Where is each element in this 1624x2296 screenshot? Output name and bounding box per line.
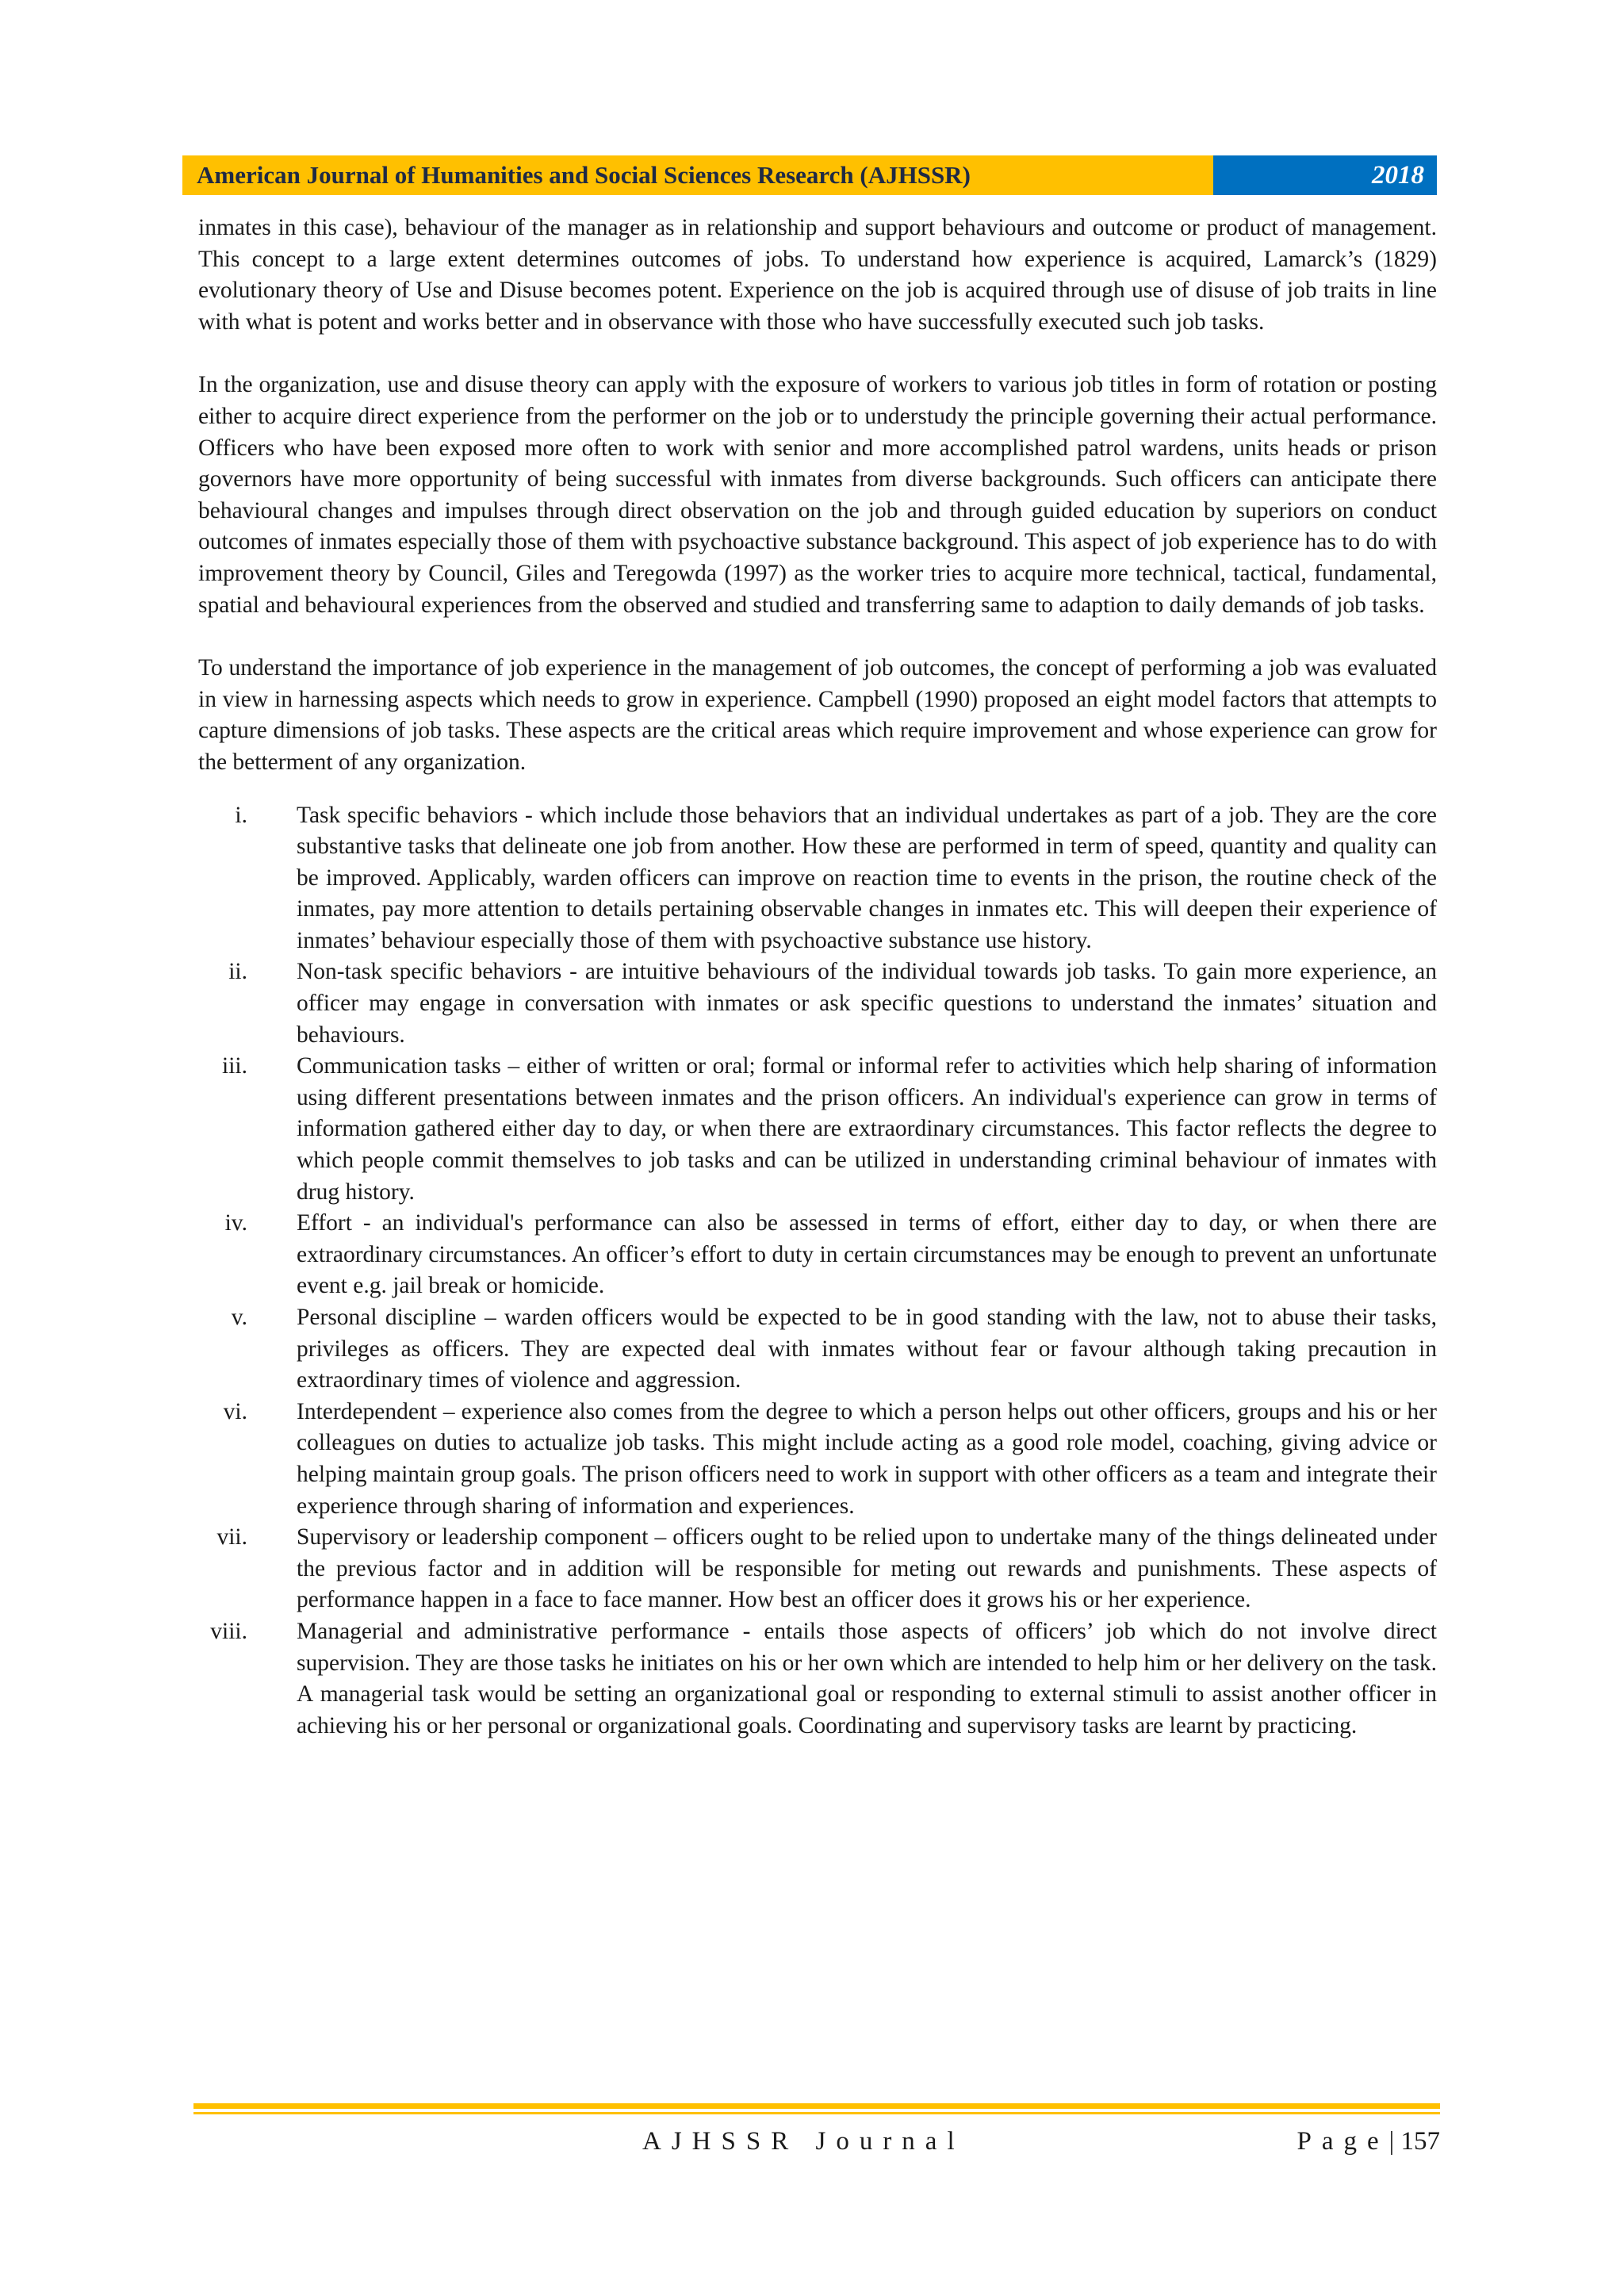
page-footer <box>193 2119 1440 2159</box>
journal-year: 2018 <box>1213 155 1437 195</box>
list-item <box>198 1208 1437 1302</box>
paragraph: inmates in this case), behaviour of the manager as in relationship and support behaviours and outcome or product of management. This concept to a large extent determines outcomes of jobs. To understand how experience is acquired, Lamarck’s (1829) evolutionary theory of Use and Disuse becomes potent. Experience on the job is acquired through use of disuse of job traits in line with what is potent and works better and in observance with those who have successfully executed such job tasks. <box>198 215 1437 335</box>
list-item-number: iv. <box>224 1210 247 1236</box>
list-item <box>198 1522 1437 1616</box>
list-item-text: Managerial and administrative performance - entails those aspects of officers’ job which do not involve direct supervision. They are those tasks he initiates on his or her own which are intended to help him or her delivery on the task. A managerial task would be setting an organizational goal or responding to external stimuli to assist another officer in achieving his or her personal or organizational goals. Coordinating and supervisory tasks are learnt by practicing. <box>297 1618 1437 1738</box>
list-item <box>198 1302 1437 1397</box>
list-item <box>198 1051 1437 1208</box>
list-item-number: iii. <box>222 1053 247 1079</box>
journal-header <box>182 155 1437 195</box>
list-item-text: Supervisory or leadership component – officers ought to be relied upon to undertake many of the things delineated under the previous factor and in addition will be responsible for meting out rewards and punishments. These aspects of performance happen in a face to face manner. How best an officer does it grows his or her experience. <box>297 1524 1437 1613</box>
footer-rule-thick <box>193 2103 1440 2109</box>
list-item-number: i. <box>235 802 247 828</box>
list-item <box>198 800 1437 957</box>
paragraph: To understand the importance of job experience in the management of job outcomes, the concept of performing a job was evaluated in view in harnessing aspects which needs to grow in experience. Campbell (1990) proposed an eight model factors that attempts to capture dimensions of job tasks. These aspects are the critical areas which require improvement and whose experience can grow for the betterment of any organization. <box>198 655 1437 775</box>
factor-list <box>198 800 1437 1742</box>
list-item-text: Communication tasks – either of written or oral; formal or informal refer to activities which help sharing of information using different presentations between inmates and the prison officers. An individual's experience can grow in terms of information gathered either day to day, or when there are extraordinary circumstances. This factor reflects the degree to which people commit themselves to job tasks and can be utilized in understanding criminal behaviour of inmates with drug history. <box>297 1053 1437 1205</box>
footer-rule-thin <box>193 2112 1440 2114</box>
footer-journal-name: AJHSSR Journal <box>642 2127 965 2156</box>
list-item-text: Personal discipline – warden officers would be expected to be in good standing with the law, not to abuse their tasks, privileges as officers. They are expected deal with inmates without fear or favour although taking precaution in extraordinary times of violence and aggression. <box>297 1305 1437 1393</box>
list-item-number: viii. <box>210 1618 247 1644</box>
list-item-text: Interdependent – experience also comes from the degree to which a person helps out other officers, groups and his or her colleagues on duties to actualize job tasks. This might include acting as a good role model, coaching, giving advice or helping maintain group goals. The prison officers need to work in support with other officers as a team and integrate their experience through sharing of information and experiences. <box>297 1398 1437 1519</box>
list-item-number: ii. <box>228 959 247 985</box>
list-item-number: v. <box>231 1305 247 1330</box>
list-item <box>198 1616 1437 1742</box>
list-item-text: Non-task specific behaviors - are intuitive behaviours of the individual towards job tasks. To gain more experience, an officer may engage in conversation with inmates or ask specific questions to understand the inmates’ situation and behaviours. <box>297 959 1437 1048</box>
list-item-number: vi. <box>223 1398 247 1424</box>
list-item-text: Task specific behaviors - which include those behaviors that an individual undertakes as part of a job. They are the core substantive tasks that delineate one job from another. How these are performed in term of speed, quantity and quality can be improved. Applicably, warden officers can improve on reaction time to events in the prison, the routine check of the inmates, pay more attention to details pertaining observable changes in inmates etc. This will deepen their experience of inmates’ behaviour especially those of them with psychoactive substance use history. <box>297 802 1437 953</box>
list-item <box>198 956 1437 1051</box>
footer-page-label <box>1297 2127 1440 2156</box>
list-item-number: vii. <box>216 1524 247 1550</box>
journal-title: American Journal of Humanities and Social Sciences Research (AJHSSR) <box>182 155 1213 195</box>
article-body <box>198 213 1437 1742</box>
footer-page-word: Page <box>1297 2127 1389 2156</box>
footer-page-number: | 157 <box>1388 2127 1440 2156</box>
list-item-text: Effort - an individual's performance can also be assessed in terms of effort, either day to day, or when there are extraordinary circumstances. An officer’s effort to duty in certain circumstances may be enough to prevent an unfortunate event e.g. jail break or homicide. <box>297 1210 1437 1299</box>
paragraph: In the organization, use and disuse theory can apply with the exposure of workers to various job titles in form of rotation or posting either to acquire direct experience from the performer on the job or to understudy the principle governing their actual performance. Officers who have been exposed more often to work with senior and more accomplished patrol wardens, units heads or prison governors have more opportunity of being successful with inmates from diverse backgrounds. Such officers can anticipate there behavioural changes and impulses through direct observation on the job and through guided education by superiors on conduct outcomes of inmates especially those of them with psychoactive substance background. This aspect of job experience has to do with improvement theory by Council, Giles and Teregowda (1997) as the worker tries to acquire more technical, tactical, fundamental, spatial and behavioural experiences from the observed and studied and transferring same to adaption to daily demands of job tasks. <box>198 372 1437 618</box>
list-item <box>198 1397 1437 1522</box>
